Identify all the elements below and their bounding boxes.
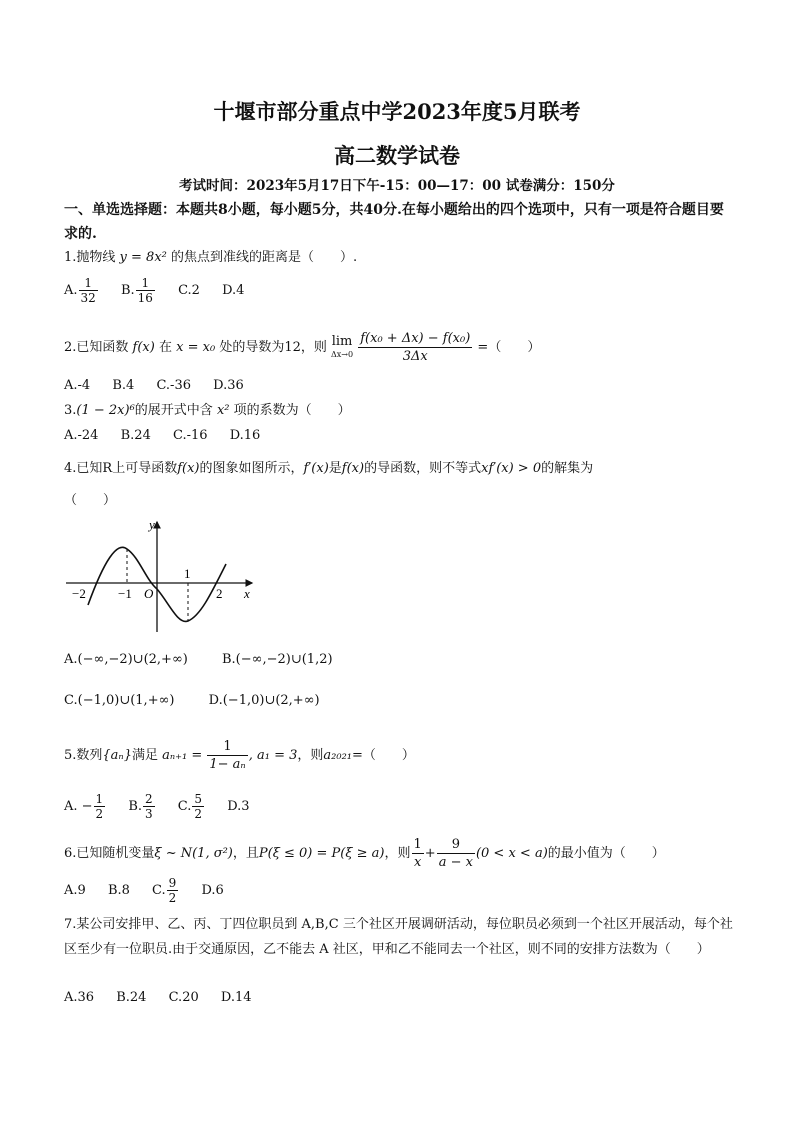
q1-option-a-num: 1 xyxy=(79,276,98,291)
q5-sequence: {aₙ} xyxy=(102,748,132,763)
q6-options xyxy=(64,876,242,905)
q1-stem-a: 1.抛物线 xyxy=(64,250,116,265)
q5-option-b-num: 2 xyxy=(145,792,153,806)
q6-range: (0 < x < a) xyxy=(475,846,548,861)
q5-option-c-label: C. xyxy=(177,799,192,814)
q6-option-c-den: 2 xyxy=(168,891,177,905)
q4-stem-a: 4.已知 xyxy=(64,461,103,476)
q4-fx: f(x) xyxy=(177,461,200,476)
q2-stem-a: 2.已知函数 xyxy=(64,340,129,355)
q3-option-a: A.-24 xyxy=(64,428,99,443)
q5-lhs: aₙ₊₁ = xyxy=(162,748,203,763)
q2-stem-c: 处的导数为12，则 xyxy=(219,340,327,355)
q6-option-a: A.9 xyxy=(64,883,86,898)
q6-f2-den: a − x xyxy=(438,855,473,870)
q5-option-a xyxy=(64,792,106,821)
q5-option-a-den: 2 xyxy=(95,807,104,821)
q2-denominator: 3Δx xyxy=(402,349,428,364)
graph-x-label: x xyxy=(244,586,250,601)
q6-fraction-1 xyxy=(412,836,424,871)
q7-option-d: D.14 xyxy=(220,990,252,1005)
q2-limit xyxy=(331,335,353,361)
q6-plus: + xyxy=(424,846,436,861)
q2-point: x = x₀ xyxy=(176,340,216,355)
exam-title: 十堰市部分重点中学2023年度5月联考 xyxy=(213,99,581,124)
q5-num: 1 xyxy=(207,738,247,756)
q4-options-row1 xyxy=(64,652,351,667)
q6-stem-b: ，且 xyxy=(232,846,259,861)
q5-options xyxy=(64,792,268,821)
graph-tick-minus1: −1 xyxy=(118,586,132,601)
q6-distribution: ξ ~ N(1, σ²) xyxy=(154,846,233,861)
q1-option-b xyxy=(121,276,156,305)
q5-stem-a: 5.数列 xyxy=(64,748,103,763)
q6-stem-d: 的最小值为（ ） xyxy=(547,846,665,861)
question-5 xyxy=(64,738,734,773)
q6-f2-num: 9 xyxy=(437,836,475,854)
q1-option-a xyxy=(64,276,99,305)
question-2 xyxy=(64,330,734,365)
q2-fraction xyxy=(358,330,472,365)
q2-stem-b: 在 xyxy=(158,340,172,355)
q1-option-b-label: B. xyxy=(120,283,135,298)
q5-option-a-label: A. − xyxy=(64,799,93,814)
q3-options xyxy=(64,428,278,443)
q2-option-b: B.4 xyxy=(112,378,135,393)
q1-option-b-num: 1 xyxy=(136,276,155,291)
q5-option-b-den: 3 xyxy=(145,807,153,821)
q5-option-c-den: 2 xyxy=(194,807,203,821)
question-7: 7.某公司安排甲、乙、丙、丁四位职员到 A,B,C 三个社区开展调研活动，每位职员必须到一个社区开展活动，每个社区至少有一位职员.由于交通原因，乙不能去 A 社区，甲和乙不能同去一个社区，则不同的安排方法数为（ ） xyxy=(64,917,733,957)
q3-stem-b: 的展开式中含 xyxy=(134,403,213,418)
q2-lim-label: lim xyxy=(331,333,353,349)
section-heading: 一、单选选择题：本题共8小题，每小题5分，共40分.在每小题给出的四个选项中，只有一项是符合题目要求的. xyxy=(64,202,724,242)
q5-target: a₂₀₂₁ xyxy=(323,748,352,763)
q3-option-c: C.-16 xyxy=(172,428,208,443)
q4-paren: （ ） xyxy=(64,493,117,508)
q6-probability: P(ξ ≤ 0) = P(ξ ≥ a) xyxy=(258,846,385,861)
q1-option-b-den: 16 xyxy=(137,291,153,305)
q5-stem-d: =（ ） xyxy=(352,748,415,763)
q7-option-c: C.20 xyxy=(168,990,199,1005)
function-graph xyxy=(60,518,260,636)
exam-subtitle: 高二数学试卷 xyxy=(334,143,460,168)
q3-stem-a: 3. xyxy=(64,403,77,418)
q2-option-c: C.-36 xyxy=(156,378,191,393)
question-6 xyxy=(64,836,734,871)
q6-stem-a: 6.已知随机变量 xyxy=(64,846,155,861)
q6-f1-num: 1 xyxy=(413,837,422,852)
q4-fpx: f′(x) xyxy=(303,461,329,476)
q6-option-d: D.6 xyxy=(201,883,224,898)
q5-stem-c: ，则 xyxy=(297,748,324,763)
q4-stem-e: 的导函数，则不等式 xyxy=(364,461,482,476)
q6-option-c-label: C. xyxy=(152,883,166,898)
q6-option-c-num: 9 xyxy=(168,876,177,890)
q2-lim-sub: Δx→0 xyxy=(331,349,354,359)
q6-option-b: B.8 xyxy=(107,883,130,898)
graph-y-label: y xyxy=(149,518,155,532)
q4-option-b: B.(−∞,−2)∪(1,2) xyxy=(221,652,333,667)
q5-fraction xyxy=(207,738,247,773)
q5-option-a-num: 1 xyxy=(95,792,104,806)
q1-options xyxy=(64,276,262,305)
q6-stem-c: ，则 xyxy=(384,846,411,861)
q7-option-a: A.36 xyxy=(64,990,95,1005)
q4-stem-d: 是 xyxy=(328,461,342,476)
q4-fx2: f(x) xyxy=(341,461,365,476)
q4-options-row2 xyxy=(64,693,338,708)
question-4 xyxy=(64,458,734,480)
q2-options xyxy=(64,378,262,393)
q5-option-b xyxy=(128,792,155,821)
q2-option-d: D.36 xyxy=(213,378,244,393)
q4-option-d: D.(−1,0)∪(2,+∞) xyxy=(208,693,320,708)
q3-expr: (1 − 2x)⁶ xyxy=(76,403,135,418)
q5-option-b-label: B. xyxy=(128,799,143,814)
q6-f1-den: x xyxy=(413,855,422,870)
graph-tick-2: 2 xyxy=(216,586,223,601)
graph-origin: O xyxy=(144,586,154,601)
graph-tick-minus2: −2 xyxy=(72,586,86,601)
q1-formula: y = 8x² xyxy=(119,250,167,265)
q4-stem-b: 上可导函数 xyxy=(112,461,178,476)
q4-stem-c: 的图象如图所示， xyxy=(199,461,304,476)
q5-option-c-num: 5 xyxy=(194,792,203,806)
q3-option-d: D.16 xyxy=(229,428,261,443)
q1-stem-b: 的焦点到准线的距离是（ ）. xyxy=(171,250,358,265)
q5-stem-b: 满足 xyxy=(131,748,158,763)
q1-option-d: D.4 xyxy=(222,283,245,298)
q6-fraction-2 xyxy=(437,836,475,871)
q7-option-b: B.24 xyxy=(116,990,147,1005)
q3-stem-c: 项的系数为（ ） xyxy=(233,403,351,418)
q4-option-a: A.(−∞,−2)∪(2,+∞) xyxy=(64,652,188,667)
q4-stem-f: 的解集为 xyxy=(541,461,594,476)
q6-option-c xyxy=(152,876,179,905)
q5-option-c xyxy=(178,792,205,821)
q2-fx: f(x) xyxy=(132,340,155,355)
graph-tick-1: 1 xyxy=(184,566,191,581)
q2-numerator: f(x₀ + Δx) − f(x₀) xyxy=(360,331,471,346)
q7-options xyxy=(64,990,270,1005)
q1-option-a-label: A. xyxy=(64,283,78,298)
q4-option-c: C.(−1,0)∪(1,+∞) xyxy=(64,693,175,708)
q5-option-d: D.3 xyxy=(227,799,250,814)
q1-option-a-den: 32 xyxy=(80,291,96,305)
q2-stem-d: =（ ） xyxy=(477,340,541,355)
q3-option-b: B.24 xyxy=(120,428,151,443)
q5-condition: , a₁ = 3 xyxy=(248,748,298,763)
question-1 xyxy=(64,247,734,269)
q3-term: x² xyxy=(216,403,230,418)
q4-real-set: R xyxy=(102,461,113,476)
q5-den: 1− aₙ xyxy=(209,757,246,772)
q4-inequality: xf′(x) > 0 xyxy=(481,461,542,476)
exam-info: 考试时间：2023年5月17日下午-15：00—17：00 试卷满分：150分 xyxy=(179,178,615,194)
q2-option-a: A.-4 xyxy=(64,378,91,393)
q1-option-c: C.2 xyxy=(178,283,200,298)
question-3 xyxy=(64,400,734,422)
